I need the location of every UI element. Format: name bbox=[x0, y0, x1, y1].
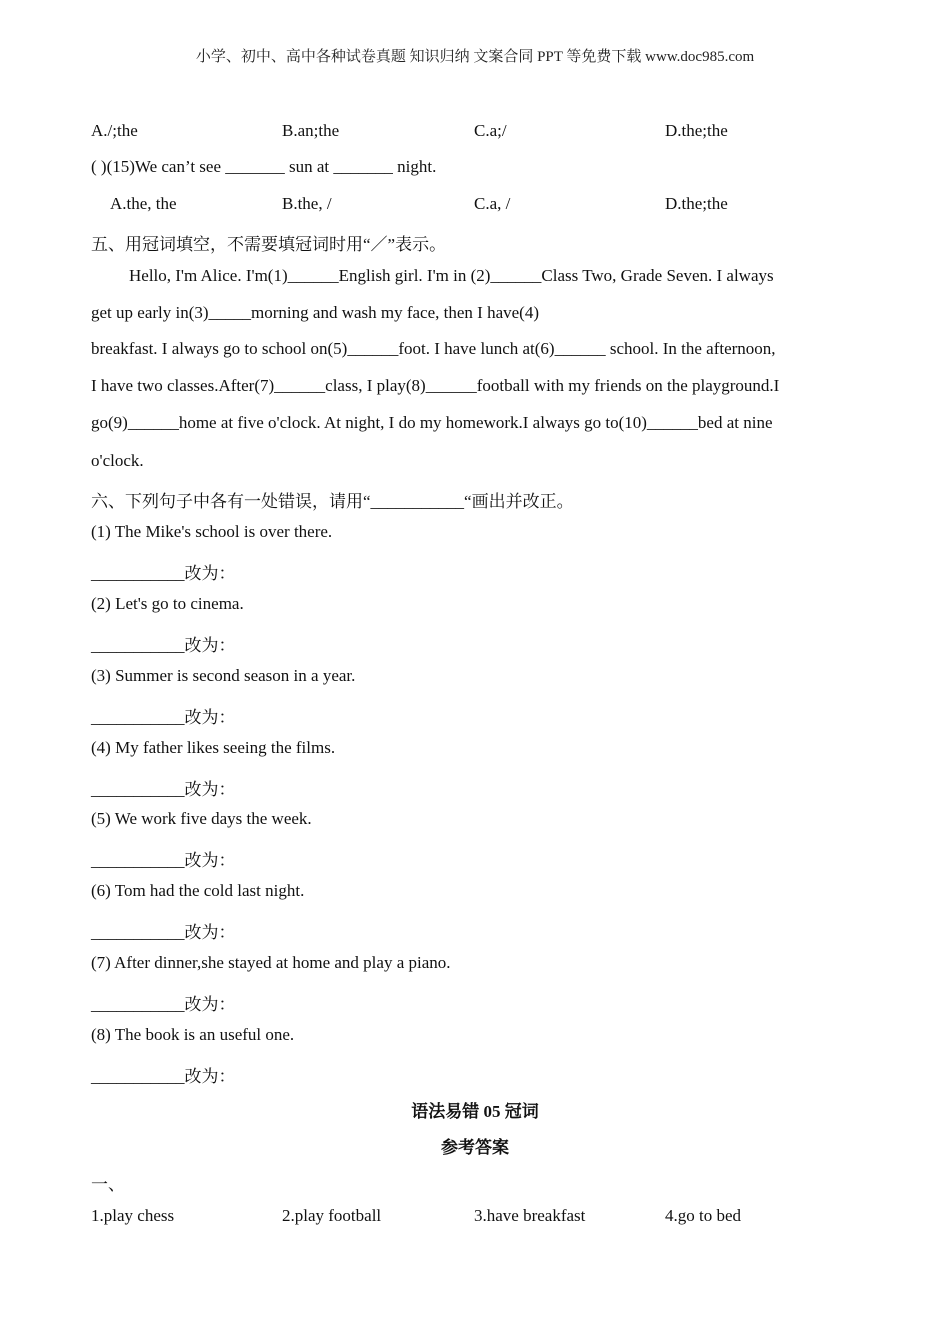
section6-item-2: (2) Let's go to cinema. bbox=[91, 594, 244, 613]
section6-item-6: (6) Tom had the cold last night. bbox=[91, 881, 305, 900]
q15-option-d: D.the;the bbox=[665, 194, 728, 213]
q15-option-b: B.the, / bbox=[282, 194, 332, 213]
q14-option-b: B.an;the bbox=[282, 121, 340, 140]
section6-answer-7: ___________改为： bbox=[91, 995, 236, 1014]
answers-section-1: 一、 bbox=[91, 1175, 125, 1194]
section6-answer-8: ___________改为： bbox=[91, 1067, 236, 1086]
section5-line-2: get up early in(3)_____morning and wash my face, then I have(4) bbox=[91, 303, 539, 322]
page-header: 小学、初中、高中各种试卷真题 知识归纳 文案合同 PPT 等免费下载 www.doc985.com bbox=[195, 49, 755, 65]
section5-line-1: Hello, I'm Alice. I'm(1)______English girl. I'm in (2)______Class Two, Grade Seven. I always bbox=[129, 266, 774, 285]
section6-answer-4: ___________改为： bbox=[91, 780, 236, 799]
section5-line-4: I have two classes.After(7)______class, I play(8)______football with my friends on the playground.I bbox=[91, 376, 780, 395]
section6-item-1: (1) The Mike's school is over there. bbox=[91, 522, 333, 541]
section6-answer-2: ___________改为： bbox=[91, 636, 236, 655]
section5-line-6: o'clock. bbox=[91, 451, 144, 470]
q14-option-d: D.the;the bbox=[665, 121, 728, 140]
section6-item-7: (7) After dinner,she stayed at home and play a piano. bbox=[91, 953, 451, 972]
section5-title: 五、用冠词填空，不需要填冠词时用“／”表示。 bbox=[91, 235, 447, 254]
answer-4: 4.go to bed bbox=[665, 1206, 742, 1225]
section6-item-3: (3) Summer is second season in a year. bbox=[91, 666, 356, 685]
section6-answer-6: ___________改为： bbox=[91, 923, 236, 942]
answer-3: 3.have breakfast bbox=[474, 1206, 586, 1225]
q14-option-c: C.a;/ bbox=[474, 121, 507, 140]
section5-line-5: go(9)______home at five o'clock. At night, I do my homework.I always go to(10)______bed at nine bbox=[91, 413, 773, 432]
section6-answer-3: ___________改为： bbox=[91, 708, 236, 727]
section5-line-3: breakfast. I always go to school on(5)______foot. I have lunch at(6)______ school. In the afternoon, bbox=[91, 339, 776, 358]
section6-item-4: (4) My father likes seeing the films. bbox=[91, 738, 336, 757]
answers-title: 语法易错 05 冠词 bbox=[411, 1102, 539, 1121]
q15-option-c: C.a, / bbox=[474, 194, 511, 213]
section6-item-5: (5) We work five days the week. bbox=[91, 809, 312, 828]
q15-stem: ( )(15)We can’t see _______ sun at _______ night. bbox=[91, 157, 437, 176]
answer-2: 2.play football bbox=[282, 1206, 382, 1225]
section6-answer-5: ___________改为： bbox=[91, 851, 236, 870]
answer-1: 1.play chess bbox=[91, 1206, 175, 1225]
section6-item-8: (8) The book is an useful one. bbox=[91, 1025, 295, 1044]
answers-subtitle: 参考答案 bbox=[441, 1138, 509, 1157]
section6-answer-1: ___________改为： bbox=[91, 564, 236, 583]
section6-title: 六、下列句子中各有一处错误，请用“___________“画出并改正。 bbox=[91, 492, 574, 511]
q15-option-a: A.the, the bbox=[110, 194, 177, 213]
q14-option-a: A./;the bbox=[91, 121, 138, 140]
